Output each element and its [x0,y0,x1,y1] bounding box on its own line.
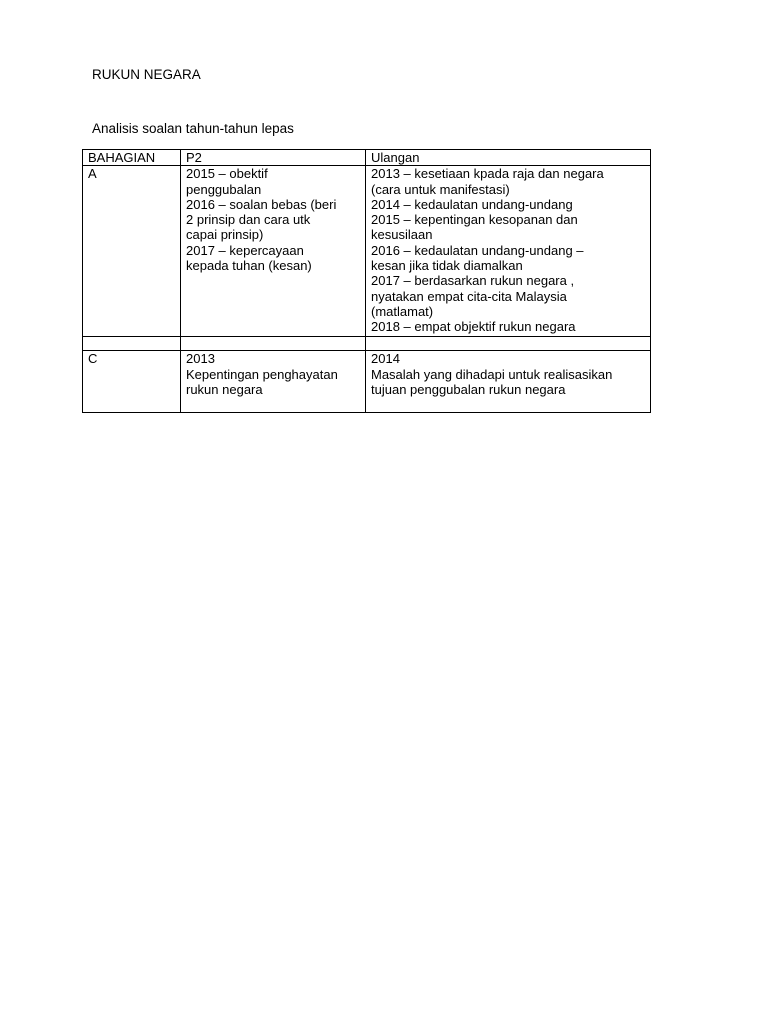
cell-line: capai prinsip) [186,227,264,243]
header-ulangan: Ulangan [366,150,651,166]
cell-line: 2014 – kedaulatan undang-undang [371,196,573,212]
cell-line: Masalah yang dihadapi untuk realisasikan [371,366,613,382]
cell-line: 2 prinsip dan cara utk [186,212,311,228]
cell-line: 2017 – berdasarkan rukun negara , [371,273,575,289]
cell-bahagian: A [83,166,181,337]
cell-p2 [181,166,366,337]
cell-ulangan [366,166,651,337]
header-bahagian: BAHAGIAN [83,150,181,166]
cell-line: 2013 [186,351,215,367]
cell-line: (cara untuk manifestasi) [371,181,510,197]
document-title: RUKUN NEGARA [92,67,201,82]
cell-line: 2014 [371,351,400,367]
cell-line: kesan jika tidak diamalkan [371,258,523,274]
table-header-row [83,150,651,166]
cell-bahagian: C [83,351,181,413]
cell-p2 [181,337,366,351]
cell-line: tujuan penggubalan rukun negara [371,381,566,397]
cell-line: rukun negara [186,381,263,397]
cell-line: 2013 – kesetiaan kpada raja dan negara [371,166,604,182]
cell-line: (matlamat) [371,303,434,319]
cell-p2 [181,351,366,413]
cell-line: 2018 – empat objektif rukun negara [371,319,576,335]
cell-line: kesusilaan [371,227,433,243]
cell-ulangan [366,351,651,413]
table-row-empty [83,337,651,351]
cell-line: 2015 – kepentingan kesopanan dan [371,212,578,228]
cell-line: 2015 – obektif [186,166,268,182]
document-subtitle: Analisis soalan tahun-tahun lepas [92,121,294,136]
header-p2: P2 [181,150,366,166]
table-row [83,166,651,337]
cell-line: 2016 – soalan bebas (beri [186,196,337,212]
cell-ulangan [366,337,651,351]
cell-line: penggubalan [186,181,262,197]
analysis-table [82,149,651,413]
cell-line: 2017 – kepercayaan [186,242,304,258]
table-row [83,351,651,413]
cell-bahagian [83,337,181,351]
cell-line: 2016 – kedaulatan undang-undang – [371,242,584,258]
cell-line: nyatakan empat cita-cita Malaysia [371,288,567,304]
cell-line: kepada tuhan (kesan) [186,258,312,274]
cell-line: Kepentingan penghayatan [186,366,338,382]
